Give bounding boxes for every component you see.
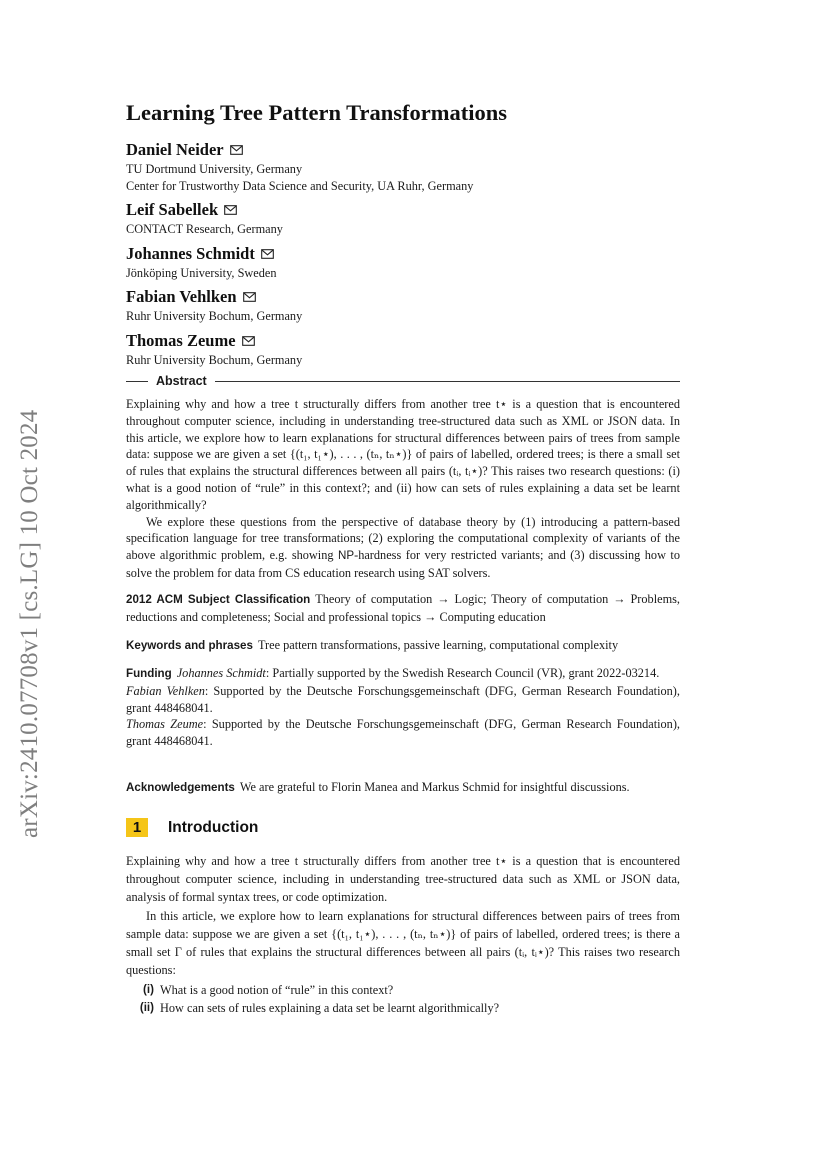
funding xyxy=(126,665,680,750)
author-name: Leif Sabellek xyxy=(126,200,219,219)
funding-text: : Supported by the Deutsche Forschungsgemeinschaft (DFG, German Research Foundation), grant 448468041. xyxy=(126,717,680,749)
list-text: What is a good notion of “rule” in this context? xyxy=(160,983,394,997)
funding-person: Fabian Vehlken xyxy=(126,683,205,698)
author-block xyxy=(126,286,686,325)
keywords xyxy=(126,637,680,655)
research-questions xyxy=(126,981,680,1017)
list-number: (i) xyxy=(143,983,154,996)
classification-text: Theory of computation → Logic; Theory of computation → Problems, reductions and completeness; Social and professional topics → Computing education xyxy=(126,592,680,624)
funding-person: Johannes Schmidt xyxy=(176,666,266,680)
keywords-text: Tree pattern transformations, passive learning, computational complexity xyxy=(257,638,619,652)
divider xyxy=(215,381,680,382)
funding-person: Thomas Zeume xyxy=(126,717,204,732)
keywords-label: Keywords and phrases xyxy=(126,639,253,652)
funding-entry xyxy=(126,665,680,683)
section-title: Introduction xyxy=(168,818,259,836)
funding-text: : Partially supported by the Swedish Research Council (VR), grant 2022-03214. xyxy=(265,666,660,680)
intro-paragraph: Explaining why and how a tree t structurally differs from another tree t⋆ is a question that is encountered throughout computer science, including in understanding tree-structured data such as XML or JSON data, analysis of formal syntax trees, or code optimization. xyxy=(126,854,680,905)
author-name: Daniel Neider xyxy=(126,140,224,159)
list-item xyxy=(126,999,680,1017)
envelope-icon[interactable] xyxy=(242,330,255,352)
abstract-paragraph xyxy=(126,514,680,582)
funding-entry xyxy=(126,716,680,750)
author-name-row xyxy=(126,286,686,308)
author-name-row xyxy=(126,330,686,352)
envelope-icon[interactable] xyxy=(261,243,274,265)
funding-entry xyxy=(126,683,680,717)
author-block xyxy=(126,199,686,238)
author-name-row xyxy=(126,139,686,161)
abstract-body xyxy=(126,396,680,582)
acknowledgements-text: We are grateful to Florin Manea and Markus Schmid for insightful discussions. xyxy=(239,780,630,794)
funding-text: : Supported by the Deutsche Forschungsgemeinschaft (DFG, German Research Foundation), grant 448468041. xyxy=(126,683,680,715)
divider xyxy=(126,381,148,382)
introduction-body xyxy=(126,852,680,979)
author-name: Fabian Vehlken xyxy=(126,287,237,306)
paper-title: Learning Tree Pattern Transformations xyxy=(126,100,508,125)
author-list xyxy=(126,139,686,373)
abstract-paragraph: Explaining why and how a tree t structurally differs from another tree t⋆ is a question that is encountered throughout computer science, including in understanding tree-structured data such as XML or JSON data. In this article, we explore how to learn explanations for structural differences between pairs of trees from sample data: suppose we are given a set {(t₁, t₁⋆), . . . , (tₙ, tₙ⋆)} of pairs of labelled, ordered trees; is there a small set of rules that explains the structural differences between all pairs (tᵢ, tᵢ⋆)? This raises two research questions: (i) what is a good notion of “rule” in this context?; and (ii) how can sets of rules explaining a data set be learnt algorithmically? xyxy=(126,397,680,512)
author-name: Johannes Schmidt xyxy=(126,243,255,263)
affiliation: Ruhr University Bochum, Germany xyxy=(126,309,303,323)
author-block xyxy=(126,243,686,282)
affiliation: Jönköping University, Sweden xyxy=(126,265,277,280)
affiliation: Ruhr University Bochum, Germany xyxy=(126,352,303,367)
affiliation: TU Dortmund University, Germany xyxy=(126,162,303,176)
list-text: How can sets of rules explaining a data set be learnt algorithmically? xyxy=(160,1001,500,1015)
section-heading xyxy=(126,818,258,837)
affiliation: CONTACT Research, Germany xyxy=(126,222,283,236)
intro-paragraph: In this article, we explore how to learn explanations for structural differences between pairs of trees from sample data: suppose we are given a set {(t₁, t₁⋆), . . . , (tₙ, tₙ⋆)} of pairs of labelled, ordered trees; is there a small set Γ of rules that explains the structural differences between all pairs (tᵢ, tᵢ⋆)? This raises two research questions: xyxy=(126,908,680,978)
abstract-text: -hardness for very restricted variants; and (3) discussing how to solve the problem for data from CS education research using SAT solvers. xyxy=(126,548,681,580)
affiliation: Center for Trustworthy Data Science and Security, UA Ruhr, Germany xyxy=(126,178,474,193)
author-name-row xyxy=(126,243,686,265)
author-block xyxy=(126,330,686,369)
funding-label: Funding xyxy=(126,667,172,680)
author-block xyxy=(126,139,686,194)
envelope-icon[interactable] xyxy=(230,139,243,161)
classification-label: 2012 ACM Subject Classification xyxy=(126,593,311,606)
acknowledgements-label: Acknowledgements xyxy=(126,781,235,794)
acm-classification xyxy=(126,591,680,626)
section-number: 1 xyxy=(126,818,148,837)
abstract-text: We explore these questions from the perspective of database theory by (1) introducing a pattern-based specification language for tree transformations; (2) exploring the computational complexity of variants of the above algorithmic problem, e.g. showing xyxy=(126,514,680,563)
list-number: (ii) xyxy=(139,1001,154,1014)
author-name: Thomas Zeume xyxy=(126,330,236,350)
abstract-heading xyxy=(126,374,680,388)
arxiv-identifier: arXiv:2410.07708v1 [cs.LG] 10 Oct 2024 xyxy=(16,409,43,838)
abstract-heading-label: Abstract xyxy=(156,374,207,388)
list-item xyxy=(126,981,680,999)
envelope-icon[interactable] xyxy=(224,199,237,221)
author-name-row xyxy=(126,199,686,221)
complexity-class: NP xyxy=(338,549,355,563)
envelope-icon[interactable] xyxy=(243,286,256,308)
acknowledgements xyxy=(126,779,680,797)
